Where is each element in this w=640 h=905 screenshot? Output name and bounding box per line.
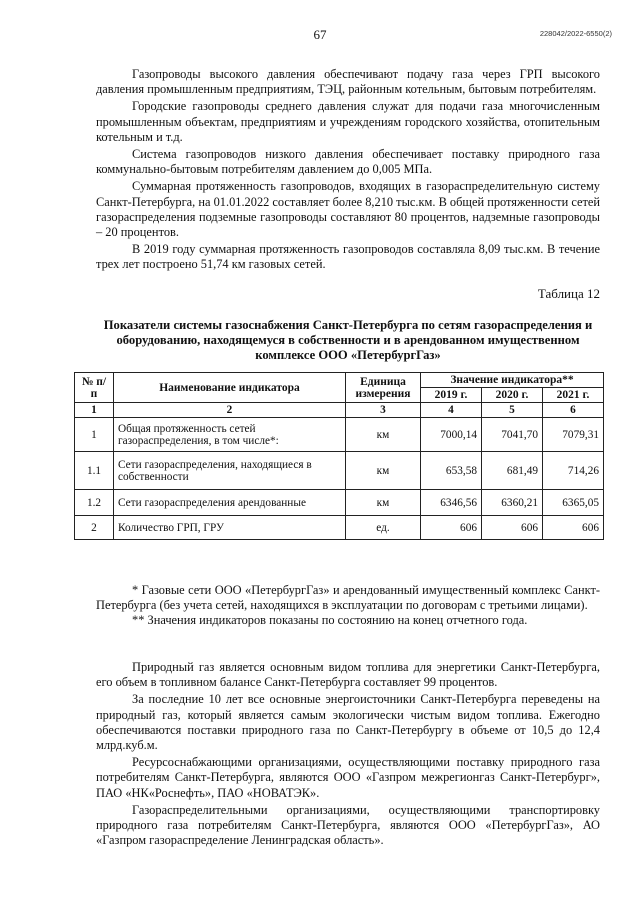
table-row [75,490,604,516]
footnote: * Газовые сети ООО «ПетербургГаз» и арендованный имущественный комплекс Санкт-Петербурга (без учета сетей, находящихся в эксплуатации по договорам с третьими лицами). [96,583,600,613]
row-unit: км [346,452,421,490]
paragraph: Газопроводы высокого давления обеспечивают подачу газа через ГРП высокого давления промышленным предприятиям, ТЭЦ, районным котельным, бытовым потребителям. [96,67,600,97]
paragraph: Ресурсоснабжающими организациями, осуществляющими поставку природного газа потребителям Санкт-Петербурга, являются ООО «Газпром межрегионгаз Санкт-Петербург», ПАО «НК«Роснефть», ПАО «НОВАТЭК». [96,755,600,800]
table-row [75,452,604,490]
row-value: 606 [421,516,482,540]
row-unit: ед. [346,516,421,540]
index-cell: 5 [482,403,543,418]
table-row [75,418,604,452]
row-num: 1.2 [75,490,114,516]
paragraph: Суммарная протяженность газопроводов, входящих в газораспределительную систему Санкт-Петербурга, на 01.01.2022 составляет более 8,210 тыс.км. В общей протяженности сетей газораспределения подземные газопроводы составляют 80 процентов, надземные газопроводы – 20 процентов. [96,179,601,240]
row-name: Сети газораспределения арендованные [114,490,346,516]
header-num: № п/п [75,373,114,403]
paragraph: Природный газ является основным видом топлива для энергетики Санкт-Петербурга, его объем в топливном балансе Санкт-Петербурга составляет 99 процентов. [96,660,600,690]
row-unit: км [346,418,421,452]
row-value: 7000,14 [421,418,482,452]
index-cell: 6 [543,403,604,418]
row-value: 681,49 [482,452,543,490]
row-num: 1.1 [75,452,114,490]
closing-section [96,660,600,850]
row-value: 7079,31 [543,418,604,452]
paragraph: В 2019 году суммарная протяженность газопроводов составляла 8,09 тыс.км. В течение трех лет построено 51,74 км газовых сетей. [96,242,600,272]
row-value: 6360,21 [482,490,543,516]
row-value: 7041,70 [482,418,543,452]
paragraph: Городские газопроводы среднего давления служат для подачи газа многочисленным промышленным объектам, предприятиям и учреждениям городского хозяйства, отопительным котельным и т.д. [96,99,600,144]
row-value: 606 [543,516,604,540]
header-value-group: Значение индикатора** [421,373,604,388]
document-id: 228042/2022-6550(2) [539,29,612,38]
header-year: 2020 г. [482,388,543,403]
row-value: 6346,56 [421,490,482,516]
table-index-row [75,403,604,418]
page-number: 67 [313,27,327,42]
paragraph: За последние 10 лет все основные энергоисточники Санкт-Петербурга переведены на природный газ, который является самым экологически чистым видом топлива. Ежегодно обеспечиваются поставки природного газа по Санкт-Петербургу в объеме от 10,5 до 12,4 млрд.куб.м. [96,692,600,753]
header-year: 2021 г. [543,388,604,403]
row-value: 606 [482,516,543,540]
row-value: 653,58 [421,452,482,490]
table-title: Показатели системы газоснабжения Санкт-Петербурга по сетям газораспределения и оборудованию, находящемуся в собственности и в арендованном имущественном комплексе ООО «ПетербургГаз» [103,318,593,362]
row-num: 1 [75,418,114,452]
index-cell: 3 [346,403,421,418]
footnotes [96,583,600,629]
row-value: 714,26 [543,452,604,490]
row-name: Общая протяженность сетей газораспределения, в том числе*: [114,418,346,452]
row-num: 2 [75,516,114,540]
indicators-table [74,372,604,540]
row-name: Сети газораспределения, находящиеся в собственности [114,452,346,490]
table-row [75,516,604,540]
header-year: 2019 г. [421,388,482,403]
index-cell: 2 [114,403,346,418]
table-header-row [75,373,604,388]
paragraph: Газораспределительными организациями, осуществляющими транспортировку природного газа потребителям Санкт-Петербурга, являются ООО «ПетербургГаз», АО «Газпром газораспределение Ленинградская область». [96,802,600,848]
row-unit: км [346,490,421,516]
index-cell: 1 [75,403,114,418]
intro-section [96,67,600,275]
row-value: 6365,05 [543,490,604,516]
index-cell: 4 [421,403,482,418]
header-unit: Единица измерения [346,373,421,403]
row-name: Количество ГРП, ГРУ [114,516,346,540]
footnote: ** Значения индикаторов показаны по состоянию на конец отчетного года. [132,613,528,628]
header-name: Наименование индикатора [114,373,346,403]
paragraph: Система газопроводов низкого давления обеспечивает поставку природного газа коммунально-бытовым потребителям давлением до 0,005 МПа. [96,147,600,177]
table-label: Таблица 12 [537,286,600,301]
